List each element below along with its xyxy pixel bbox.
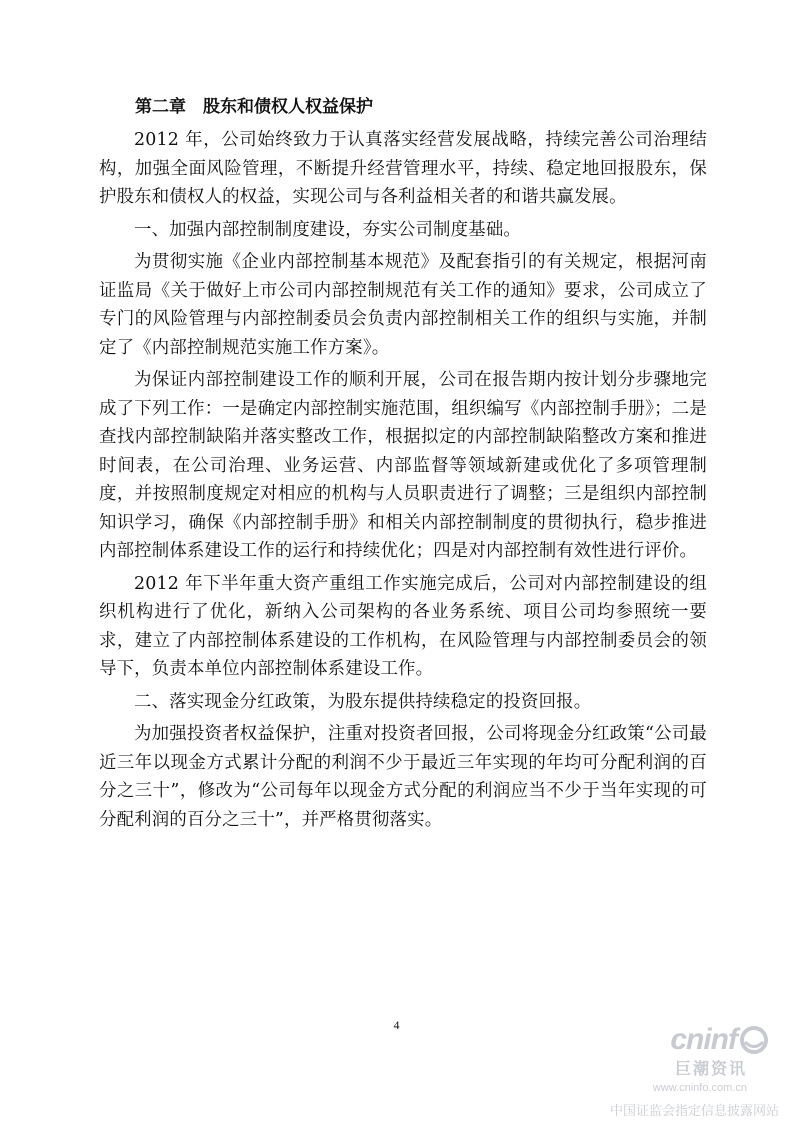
cninfo-logo-text: cninf <box>670 1023 737 1056</box>
cninfo-chinese-name: 巨潮资讯 <box>674 1059 747 1078</box>
paragraph-dividend-policy: 为加强投资者权益保护，注重对投资者回报，公司将现金分红政策“公司最近三年以现金方式累计分配的利润不少于最近三年实现的年均可分配利润的百分之三十”，修改为“公司每年以现金方式分配的利润应当不少于当年实现的可分配利润的百分之三十”，并严格贯彻落实。 <box>99 724 707 830</box>
section-heading-cash-dividend: 二、落实现金分红政策，为股东提供持续稳定的投资回报。 <box>134 691 592 712</box>
cninfo-url: www.cninfo.com.cn <box>652 1082 747 1094</box>
cninfo-watermark <box>569 1018 779 1118</box>
cninfo-slogan: 中国证监会指定信息披露网站 <box>609 1104 779 1119</box>
page-number: 4 <box>393 1018 400 1032</box>
chapter-title: 第二章 股东和债权人权益保护 <box>135 97 373 117</box>
section-heading-internal-control: 一、加强内部控制制度建设，夯实公司制度基础。 <box>134 219 521 240</box>
paragraph-internal-control-work: 为保证内部控制建设工作的顺利开展，公司在报告期内按计划分步骤地完成了下列工作：一是确定内部控制实施范围，组织编写《内部控制手册》；二是查找内部控制缺陷并落实整改工作，根据拟定的内部控制缺陷整改方案和推进时间表，在公司治理、业务运营、内部监督等领域新建或优化了多项管理制度，并按照制度规定对相应的机构与人员职责进行了调整；三是组织内部控制知识学习，确保《内部控制手册》和相关内部控制制度的贯彻执行，稳步推进内部控制体系建设工作的运行和持续优化；四是对内部控制有效性进行评价。 <box>99 370 707 561</box>
paragraph-internal-control-norms: 为贯彻实施《企业内部控制基本规范》及配套指引的有关规定，根据河南证监局《关于做好上市公司内部控制规范有关工作的通知》要求，公司成立了专门的风险管理与内部控制委员会负责内部控制相关工作的组织与实施，并制定了《内部控制规范实施工作方案》。 <box>99 252 707 358</box>
cninfo-swirl-icon <box>739 1025 769 1055</box>
paragraph-restructuring: 2012 年下半年重大资产重组工作实施完成后，公司对内部控制建设的组织机构进行了优化，新纳入公司架构的各业务系统、项目公司均参照统一要求，建立了内部控制体系建设的工作机构，在风险管理与内部控制委员会的领导下，负责本单位内部控制体系建设工作。 <box>99 573 707 679</box>
document-body <box>99 93 707 838</box>
paragraph-intro: 2012 年，公司始终致力于认真落实经营发展战略，持续完善公司治理结构，加强全面风险管理，不断提升经营管理水平，持续、稳定地回报股东，保护股东和债权人的权益，实现公司与各利益相关者的和谐共赢发展。 <box>99 130 707 207</box>
